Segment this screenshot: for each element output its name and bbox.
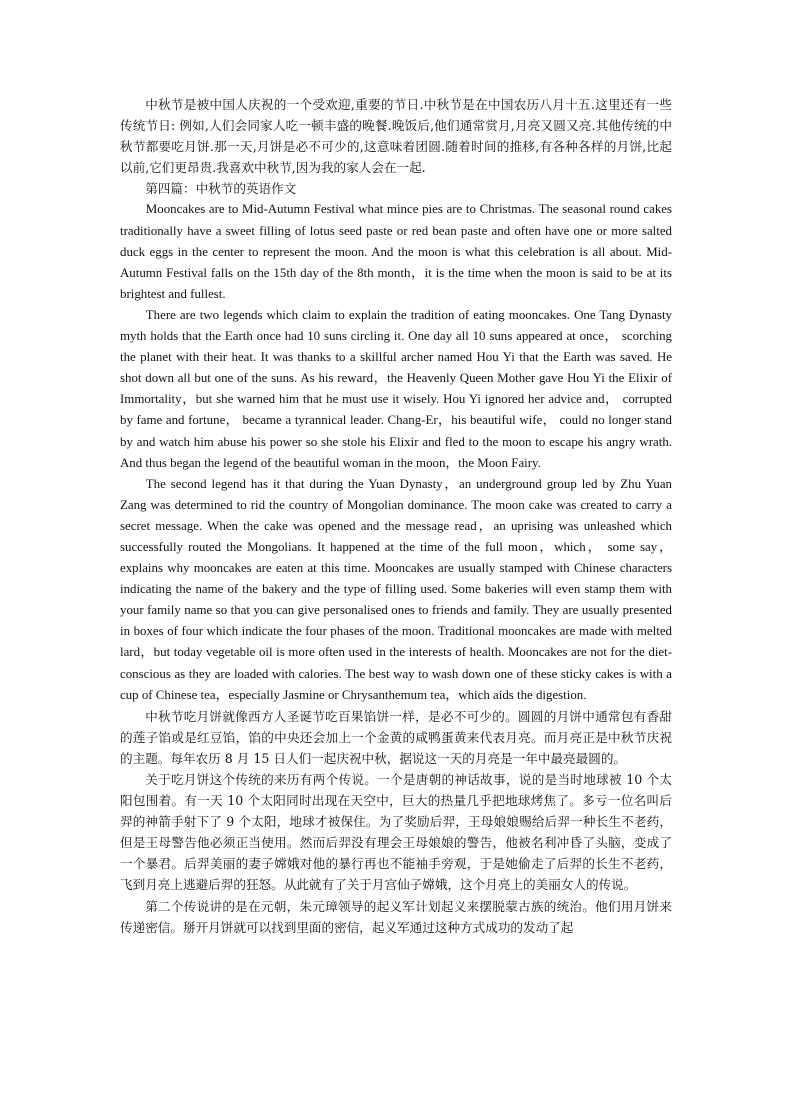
paragraph-mooncakes-english: Mooncakes are to Mid-Autumn Festival what mince pies are to Christmas. The seasonal round cakes traditionally have a sweet filling of lotus seed paste or red bean paste and often have one or more salted duck eggs in the center to represent the moon. And the moon is what this celebration is all about. Mid-Autumn Festival falls on the 15th day of the 8th month，it is the time when the moon is said to be at its brightest and fullest. — [120, 202, 672, 301]
paragraph-first-legend-english: There are two legends which claim to explain the tradition of eating mooncakes. One Tang Dynasty myth holds that the Earth once had 10 suns circling it. One day all 10 suns appeared at once， scorching the planet with their heat. It was thanks to a skillful archer named Hou Yi that the Earth was saved. He shot down all but one of the suns. As his reward，the Heavenly Queen Mother gave Hou Yi the Elixir of Immortality，but she warned him that he must use it wisely. Hou Yi ignored her advice and， corrupted by fame and fortune， became a tyrannical leader. Chang-Er，his beautiful wife， could no longer stand by and watch him abuse his power so she stole his Elixir and fled to the moon to escape his angry wrath. And thus began the legend of the beautiful woman in the moon，the Moon Fairy. — [120, 307, 672, 470]
paragraph-mid-autumn-intro-chinese: 中秋节是被中国人庆祝的一个受欢迎,重要的节日.中秋节是在中国农历八月十五.这里还有一些传统节日: 例如,人们会同家人吃一顿丰盛的晚餐.晚饭后,他们通常赏月,月亮又圆又亮.其他传统的中秋节都要吃月饼.那一天,月饼是必不可少的,这意味着团圆.随着时间的推移,有各种各样的月饼,比起以前,它们更昂贵.我喜欢中秋节,因为我的家人会在一起. — [120, 97, 672, 176]
paragraph-second-legend-chinese: 第二个传说讲的是在元朝，朱元璋领导的起义军计划起义来摆脱蒙古族的统治。他们用月饼来传递密信。掰开月饼就可以找到里面的密信，起义军通过这种方式成功的发动了起 — [120, 898, 672, 935]
paragraph-second-legend-english: The second legend has it that during the Yuan Dynasty，an underground group led by Zhu Yuan Zang was determined to rid the country of Mongolian dominance. The moon cake was created to carry a secret message. When the cake was opened and the message read，an uprising was unleashed which successfully routed the Mongolians. It happened at the time of the full moon，which， some say， explains why mooncakes are eaten at this time. Mooncakes are usually stamped with Chinese characters indicating the name of the bakery and the type of filling used. Some bakeries will even stamp them with your family name so that you can give personalised ones to friends and family. They are usually presented in boxes of four which indicate the four phases of the moon. Traditional mooncakes are made with melted lard，but today vegetable oil is more often used in the interests of health. Mooncakes are not for the diet-conscious as they are loaded with calories. The best way to wash down one of these sticky cakes is with a cup of Chinese tea，especially Jasmine or Chrysanthemum tea，which aids the digestion. — [120, 476, 672, 702]
section-heading: 第四篇：中秋节的英语作文 — [145, 181, 297, 197]
paragraph-first-legend-chinese: 关于吃月饼这个传统的来历有两个传说。一个是唐朝的神话故事，说的是当时地球被 10 个太阳包围着。有一天 10 个太阳同时出现在天空中，巨大的热量几乎把地球烤焦了。多亏一位名叫后羿的神箭手射下了 9 个太阳，地球才被保住。为了奖励后羿，王母娘娘赐给后羿一种长生不老药，但是王母警告他必须正当使用。然而后羿没有理会王母娘娘的警告，他被名利冲昏了头脑，变成了一个暴君。后羿美丽的妻子嫦娥对他的暴行再也不能袖手旁观，于是她偷走了后羿的长生不老药，飞到月亮上逃避后羿的狂怒。从此就有了关于月宫仙子嫦娥，这个月亮上的美丽女人的传说。 — [120, 772, 672, 893]
document-page — [120, 94, 672, 938]
paragraph-mooncakes-chinese: 中秋节吃月饼就像西方人圣诞节吃百果馅饼一样，是必不可少的。圆圆的月饼中通常包有香甜的莲子馅或是红豆馅，馅的中央还会加上一个金黄的咸鸭蛋黄来代表月亮。而月亮正是中秋节庆祝的主题。每年农历 8 月 15 日人们一起庆祝中秋，据说这一天的月亮是一年中最亮最圆的。 — [120, 708, 672, 766]
